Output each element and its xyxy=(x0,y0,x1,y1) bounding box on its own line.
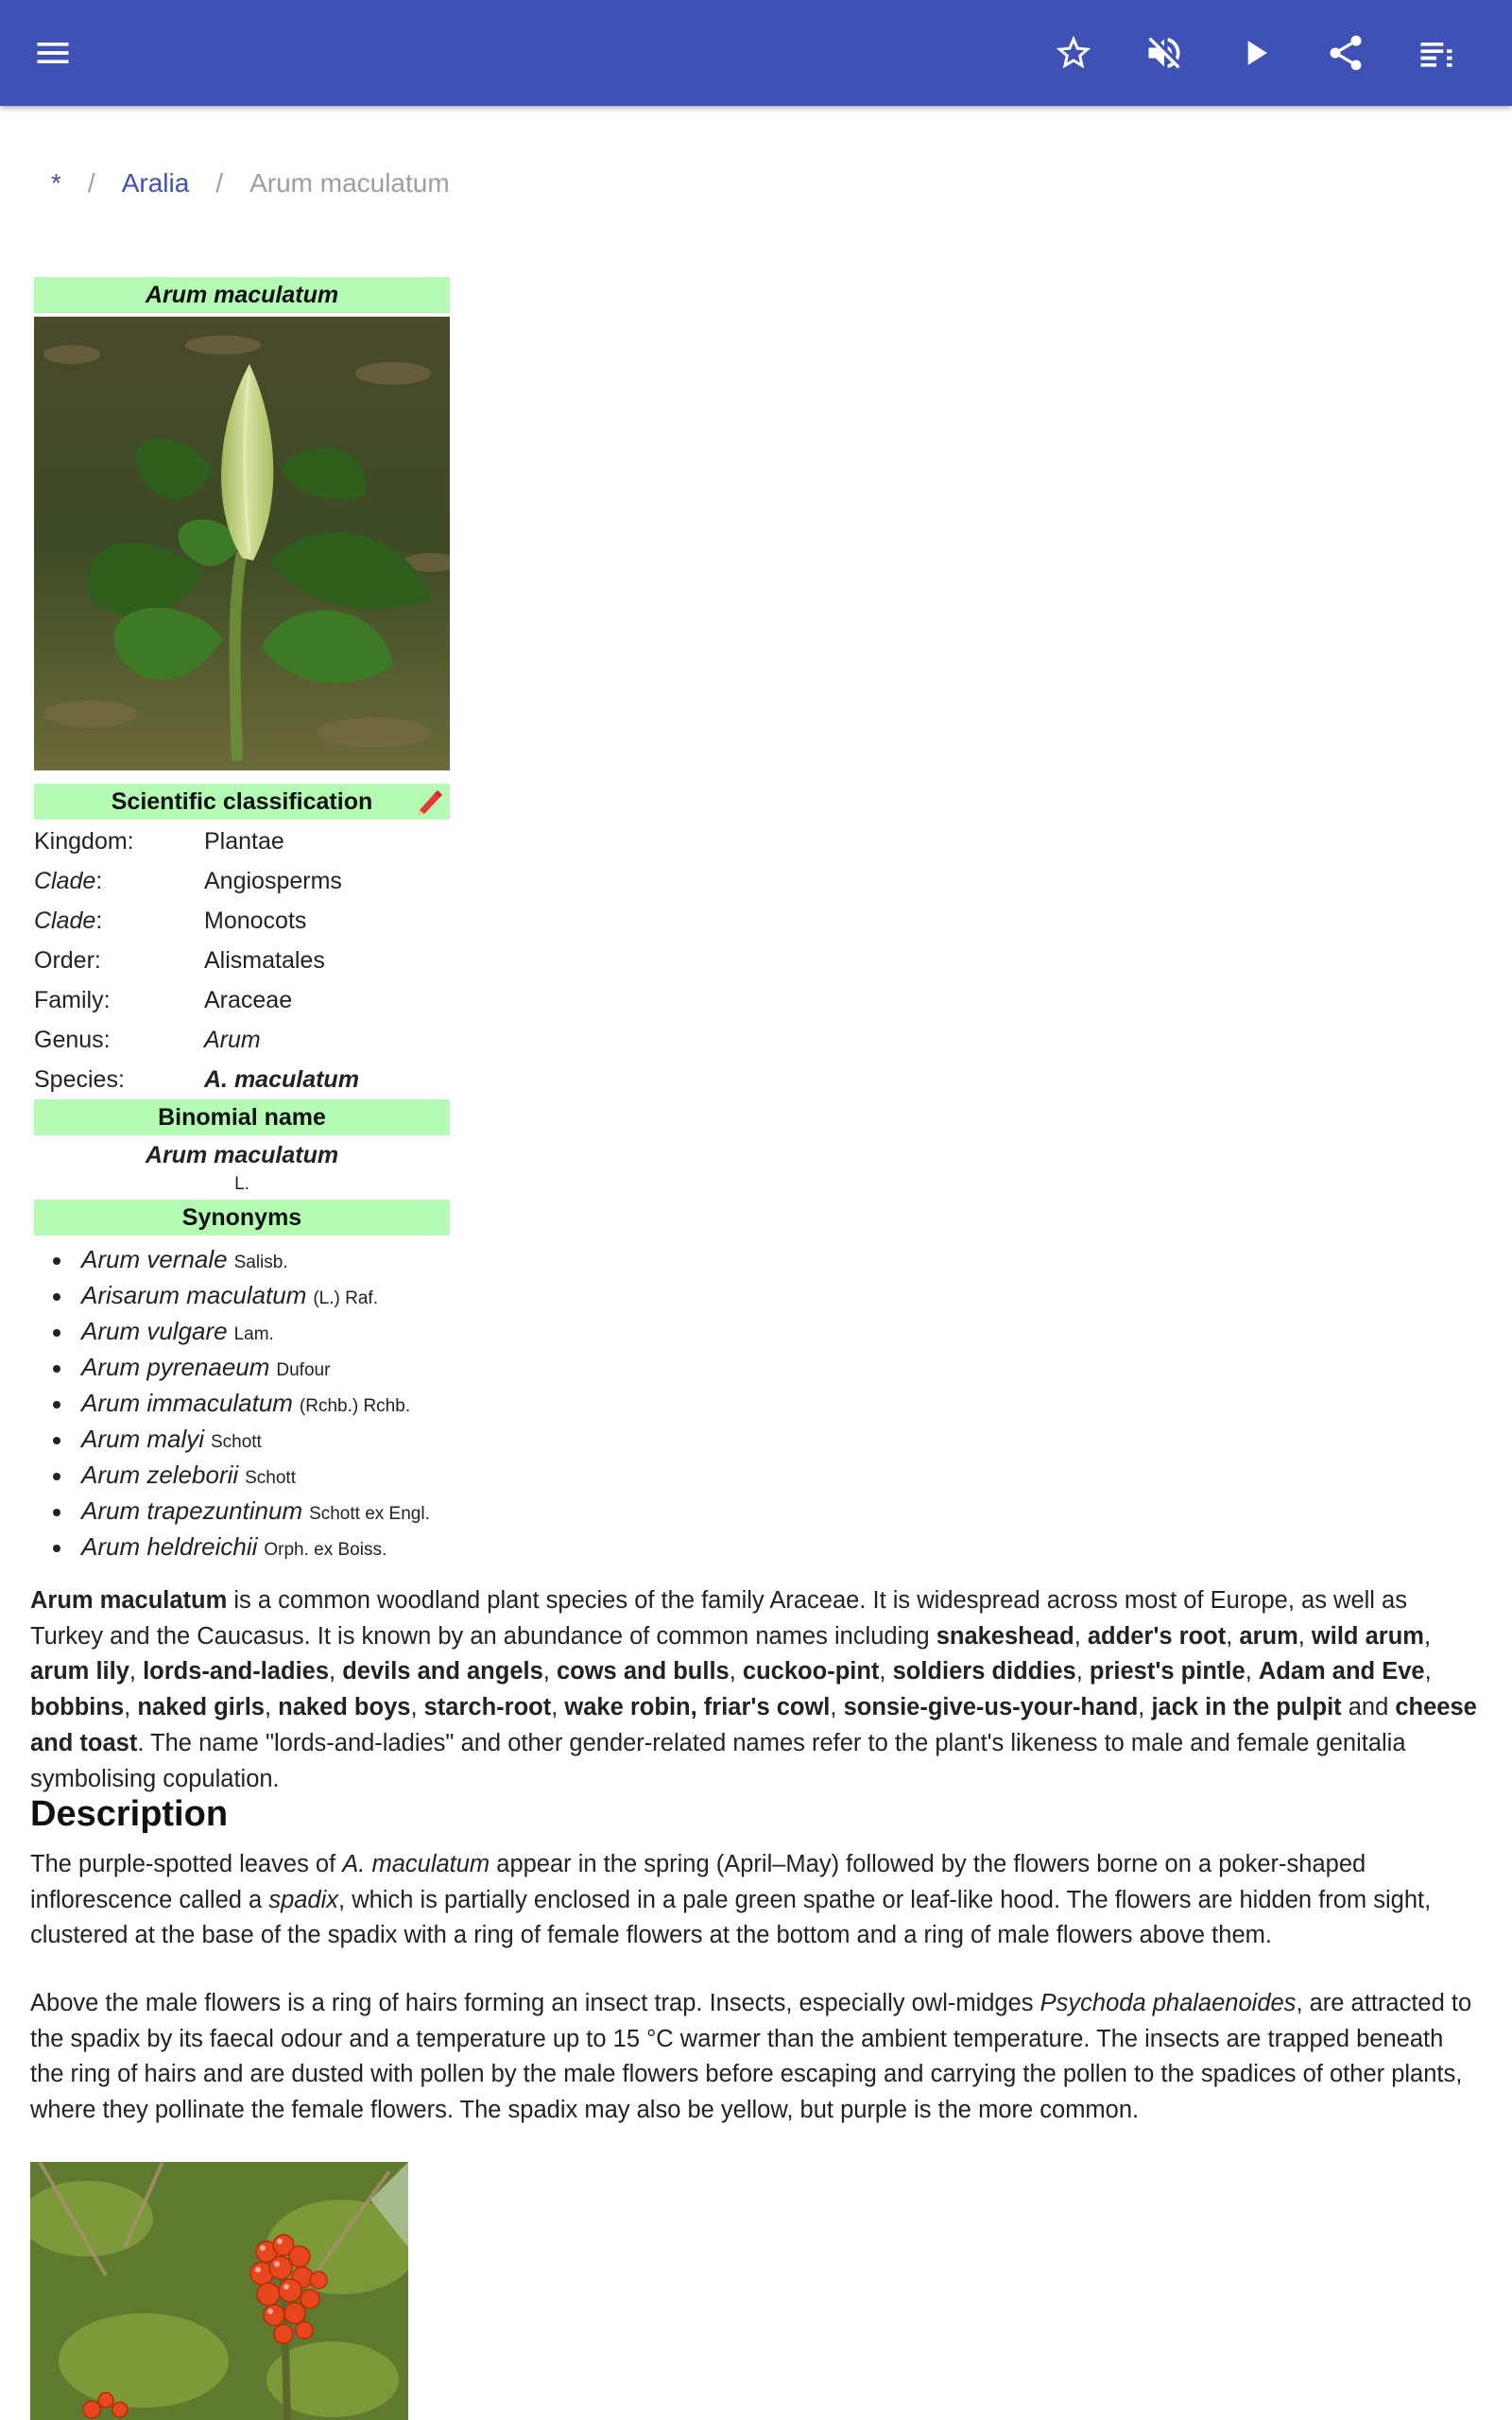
synonym-author: Orph. ex Boiss. xyxy=(264,1540,387,1560)
synonym-item xyxy=(34,1349,450,1385)
separator: , xyxy=(1138,1694,1152,1721)
synonym-item xyxy=(34,1313,450,1349)
classification-row-clade xyxy=(34,901,450,941)
common-name: adder's root xyxy=(1087,1622,1227,1650)
paragraph-text: Above the male flowers is a ring of hairs forming an insect trap. Insects, especially owl-midges xyxy=(30,1990,1040,2016)
separator: , xyxy=(1297,1622,1312,1650)
menu-icon[interactable] xyxy=(25,25,81,81)
synonym-author: Salisb. xyxy=(233,1253,288,1272)
play-icon[interactable] xyxy=(1227,25,1283,81)
synonym-name: Arisarum maculatum xyxy=(81,1281,307,1309)
italic-term: Psychoda phalaenoides xyxy=(1040,1990,1297,2016)
separator: , xyxy=(542,1658,557,1685)
paragraph-text: , which is partially enclosed in a pale green spathe or leaf-like hood. The flowers are hidden from sight, clustered at the base of the spadix with a ring of female flowers at the bottom and a ring of male flowers above them. xyxy=(30,1886,1432,1949)
synonym-item xyxy=(34,1241,450,1277)
intro-text: is a common woodland plant species of the family Araceae. It is widespread across most of Europe, as well as Turkey and the Caucasus. It is known by an abundance of common names including xyxy=(30,1587,1407,1650)
classification-row-order xyxy=(34,941,450,980)
synonym-author: (Rchb.) Rchb. xyxy=(299,1396,411,1416)
row-label: Genus: xyxy=(34,1027,111,1053)
common-name: devils and angels xyxy=(342,1658,543,1685)
separator: and xyxy=(1341,1694,1396,1721)
separator: , xyxy=(329,1658,343,1685)
common-name: arum lily xyxy=(30,1658,129,1685)
paragraph-text: The purple-spotted leaves of xyxy=(30,1851,343,1877)
arum-plant-photo[interactable] xyxy=(34,317,450,770)
common-name: bobbins xyxy=(30,1694,125,1721)
taxobox xyxy=(34,277,450,1564)
binomial-name: Arum maculatum xyxy=(145,1142,339,1168)
breadcrumb-separator: / xyxy=(215,168,224,198)
classification-row-species xyxy=(34,1060,450,1099)
row-value[interactable]: Alismatales xyxy=(204,947,325,974)
row-value[interactable]: Monocots xyxy=(204,908,307,934)
separator: , xyxy=(1074,1622,1088,1650)
paragraph-text: appear in the spring (April–May) followed by the flowers borne on a poker-shaped inflorescence called a xyxy=(30,1851,1366,1913)
row-label: Kingdom: xyxy=(34,828,134,855)
common-name: starch-root xyxy=(423,1694,552,1721)
synonym-name: Arum pyrenaeum xyxy=(81,1353,270,1381)
row-label: Clade: xyxy=(34,868,103,894)
subject-name: Arum maculatum xyxy=(30,1587,228,1614)
row-value[interactable]: Arum xyxy=(204,1027,261,1053)
synonym-author: (L.) Raf. xyxy=(313,1288,378,1308)
row-value: A. maculatum xyxy=(204,1066,359,1093)
separator: , xyxy=(551,1694,565,1721)
classification-row-clade xyxy=(34,861,450,901)
row-value[interactable]: Araceae xyxy=(204,987,293,1013)
binomial-author: L. xyxy=(234,1174,249,1194)
separator: , xyxy=(124,1694,138,1721)
breadcrumb-home-link[interactable]: * xyxy=(51,168,61,198)
separator: , xyxy=(129,1658,144,1685)
playlist-icon[interactable] xyxy=(1408,25,1465,81)
paragraph-text: , are attracted to the spadix by its faecal odour and a temperature up to 15 °C warmer than the ambient temperature. The insects are trapped beneath the ring of hairs and are dusted with pollen by the male flowers before escaping and carrying the pollen to the spadices of other plants, where they pollinate the female flowers. The spadix may also be yellow, but purple is the more common. xyxy=(30,1990,1472,2124)
classification-row-family xyxy=(34,980,450,1020)
row-value[interactable]: Plantae xyxy=(204,828,284,855)
classification-header xyxy=(34,784,450,820)
separator: , xyxy=(410,1694,424,1721)
synonym-item xyxy=(34,1385,450,1421)
common-name: arum xyxy=(1239,1622,1298,1650)
classification-row-genus xyxy=(34,1020,450,1060)
synonym-name: Arum immaculatum xyxy=(81,1389,293,1417)
common-name: wild arum xyxy=(1311,1622,1424,1650)
row-label-clade[interactable]: Clade xyxy=(34,868,96,894)
common-name: naked boys xyxy=(278,1694,411,1721)
separator: , xyxy=(264,1694,279,1721)
separator: , xyxy=(830,1694,844,1721)
common-name: sonsie-give-us-your-hand xyxy=(843,1694,1139,1721)
common-name: wake robin, friar's cowl xyxy=(564,1694,831,1721)
synonym-name: Arum malyi xyxy=(81,1425,205,1453)
synonym-author: Dufour xyxy=(276,1360,331,1380)
synonyms-list xyxy=(34,1241,450,1564)
synonym-name: Arum trapezuntinum xyxy=(81,1496,303,1525)
row-label: Clade: xyxy=(34,908,103,934)
italic-term: spadix xyxy=(268,1886,339,1913)
separator: , xyxy=(1245,1658,1259,1685)
synonym-name: Arum vulgare xyxy=(81,1317,228,1345)
synonym-item xyxy=(34,1277,450,1313)
synonym-item xyxy=(34,1457,450,1493)
synonym-author: Lam. xyxy=(233,1324,274,1344)
synonyms-header: Synonyms xyxy=(34,1200,450,1236)
classification-rows xyxy=(34,821,450,1099)
pencil-edit-icon[interactable] xyxy=(414,787,444,816)
synonym-name: Arum vernale xyxy=(81,1245,228,1273)
common-name: cuckoo-pint xyxy=(742,1658,880,1685)
separator: , xyxy=(729,1658,743,1685)
share-icon[interactable] xyxy=(1317,25,1374,81)
taxobox-title: Arum maculatum xyxy=(34,277,450,313)
common-name: cows and bulls xyxy=(556,1658,730,1685)
breadcrumb-separator: / xyxy=(87,168,95,198)
intro-paragraph xyxy=(30,1583,1482,1797)
arum-berries-photo[interactable] xyxy=(30,2162,408,2420)
synonym-author: Schott ex Engl. xyxy=(309,1504,430,1524)
common-name: priest's pintle xyxy=(1089,1658,1246,1685)
description-heading: Description xyxy=(30,1794,229,1834)
classification-header-label: Scientific classification xyxy=(111,788,373,815)
row-label: Species: xyxy=(34,1066,125,1093)
description-paragraph xyxy=(30,1986,1482,2129)
volume-off-icon[interactable] xyxy=(1136,25,1193,81)
breadcrumb xyxy=(51,168,450,199)
row-value[interactable]: Angiosperms xyxy=(204,868,342,894)
separator: , xyxy=(1424,1658,1432,1685)
common-name: Adam and Eve xyxy=(1258,1658,1425,1685)
classification-row-kingdom xyxy=(34,821,450,861)
star-icon[interactable] xyxy=(1045,25,1102,81)
common-name: soldiers diddies xyxy=(892,1658,1076,1685)
separator: , xyxy=(1075,1658,1090,1685)
common-name: naked girls xyxy=(137,1694,265,1721)
common-name: lords-and-ladies xyxy=(143,1658,330,1685)
common-name: cheese and toast xyxy=(30,1694,1477,1756)
description-paragraph xyxy=(30,1847,1482,1954)
app-bar xyxy=(0,0,1512,106)
synonym-name: Arum heldreichii xyxy=(81,1532,258,1561)
separator: , xyxy=(1226,1622,1240,1650)
binomial-header: Binomial name xyxy=(34,1099,450,1135)
common-name: jack in the pulpit xyxy=(1151,1694,1342,1721)
synonym-item xyxy=(34,1493,450,1529)
separator: , xyxy=(879,1658,893,1685)
row-label: Order: xyxy=(34,947,101,974)
synonym-author: Schott xyxy=(245,1468,296,1488)
breadcrumb-aralia-link[interactable]: Aralia xyxy=(121,168,190,198)
common-name: snakeshead xyxy=(936,1622,1074,1650)
italic-term: A. maculatum xyxy=(342,1851,490,1877)
row-label-clade[interactable]: Clade xyxy=(34,908,96,934)
intro-text: . The name "lords-and-ladies" and other gender-related names refer to the plant's likeness to male and female genitalia symbolising copulation. xyxy=(30,1729,1406,1792)
row-label: Family: xyxy=(34,987,111,1013)
breadcrumb-current: Arum maculatum xyxy=(249,168,450,198)
synonym-author: Schott xyxy=(210,1432,262,1452)
separator: , xyxy=(1423,1622,1432,1650)
synonym-item xyxy=(34,1529,450,1564)
synonym-name: Arum zeleborii xyxy=(81,1461,239,1489)
synonym-item xyxy=(34,1421,450,1457)
